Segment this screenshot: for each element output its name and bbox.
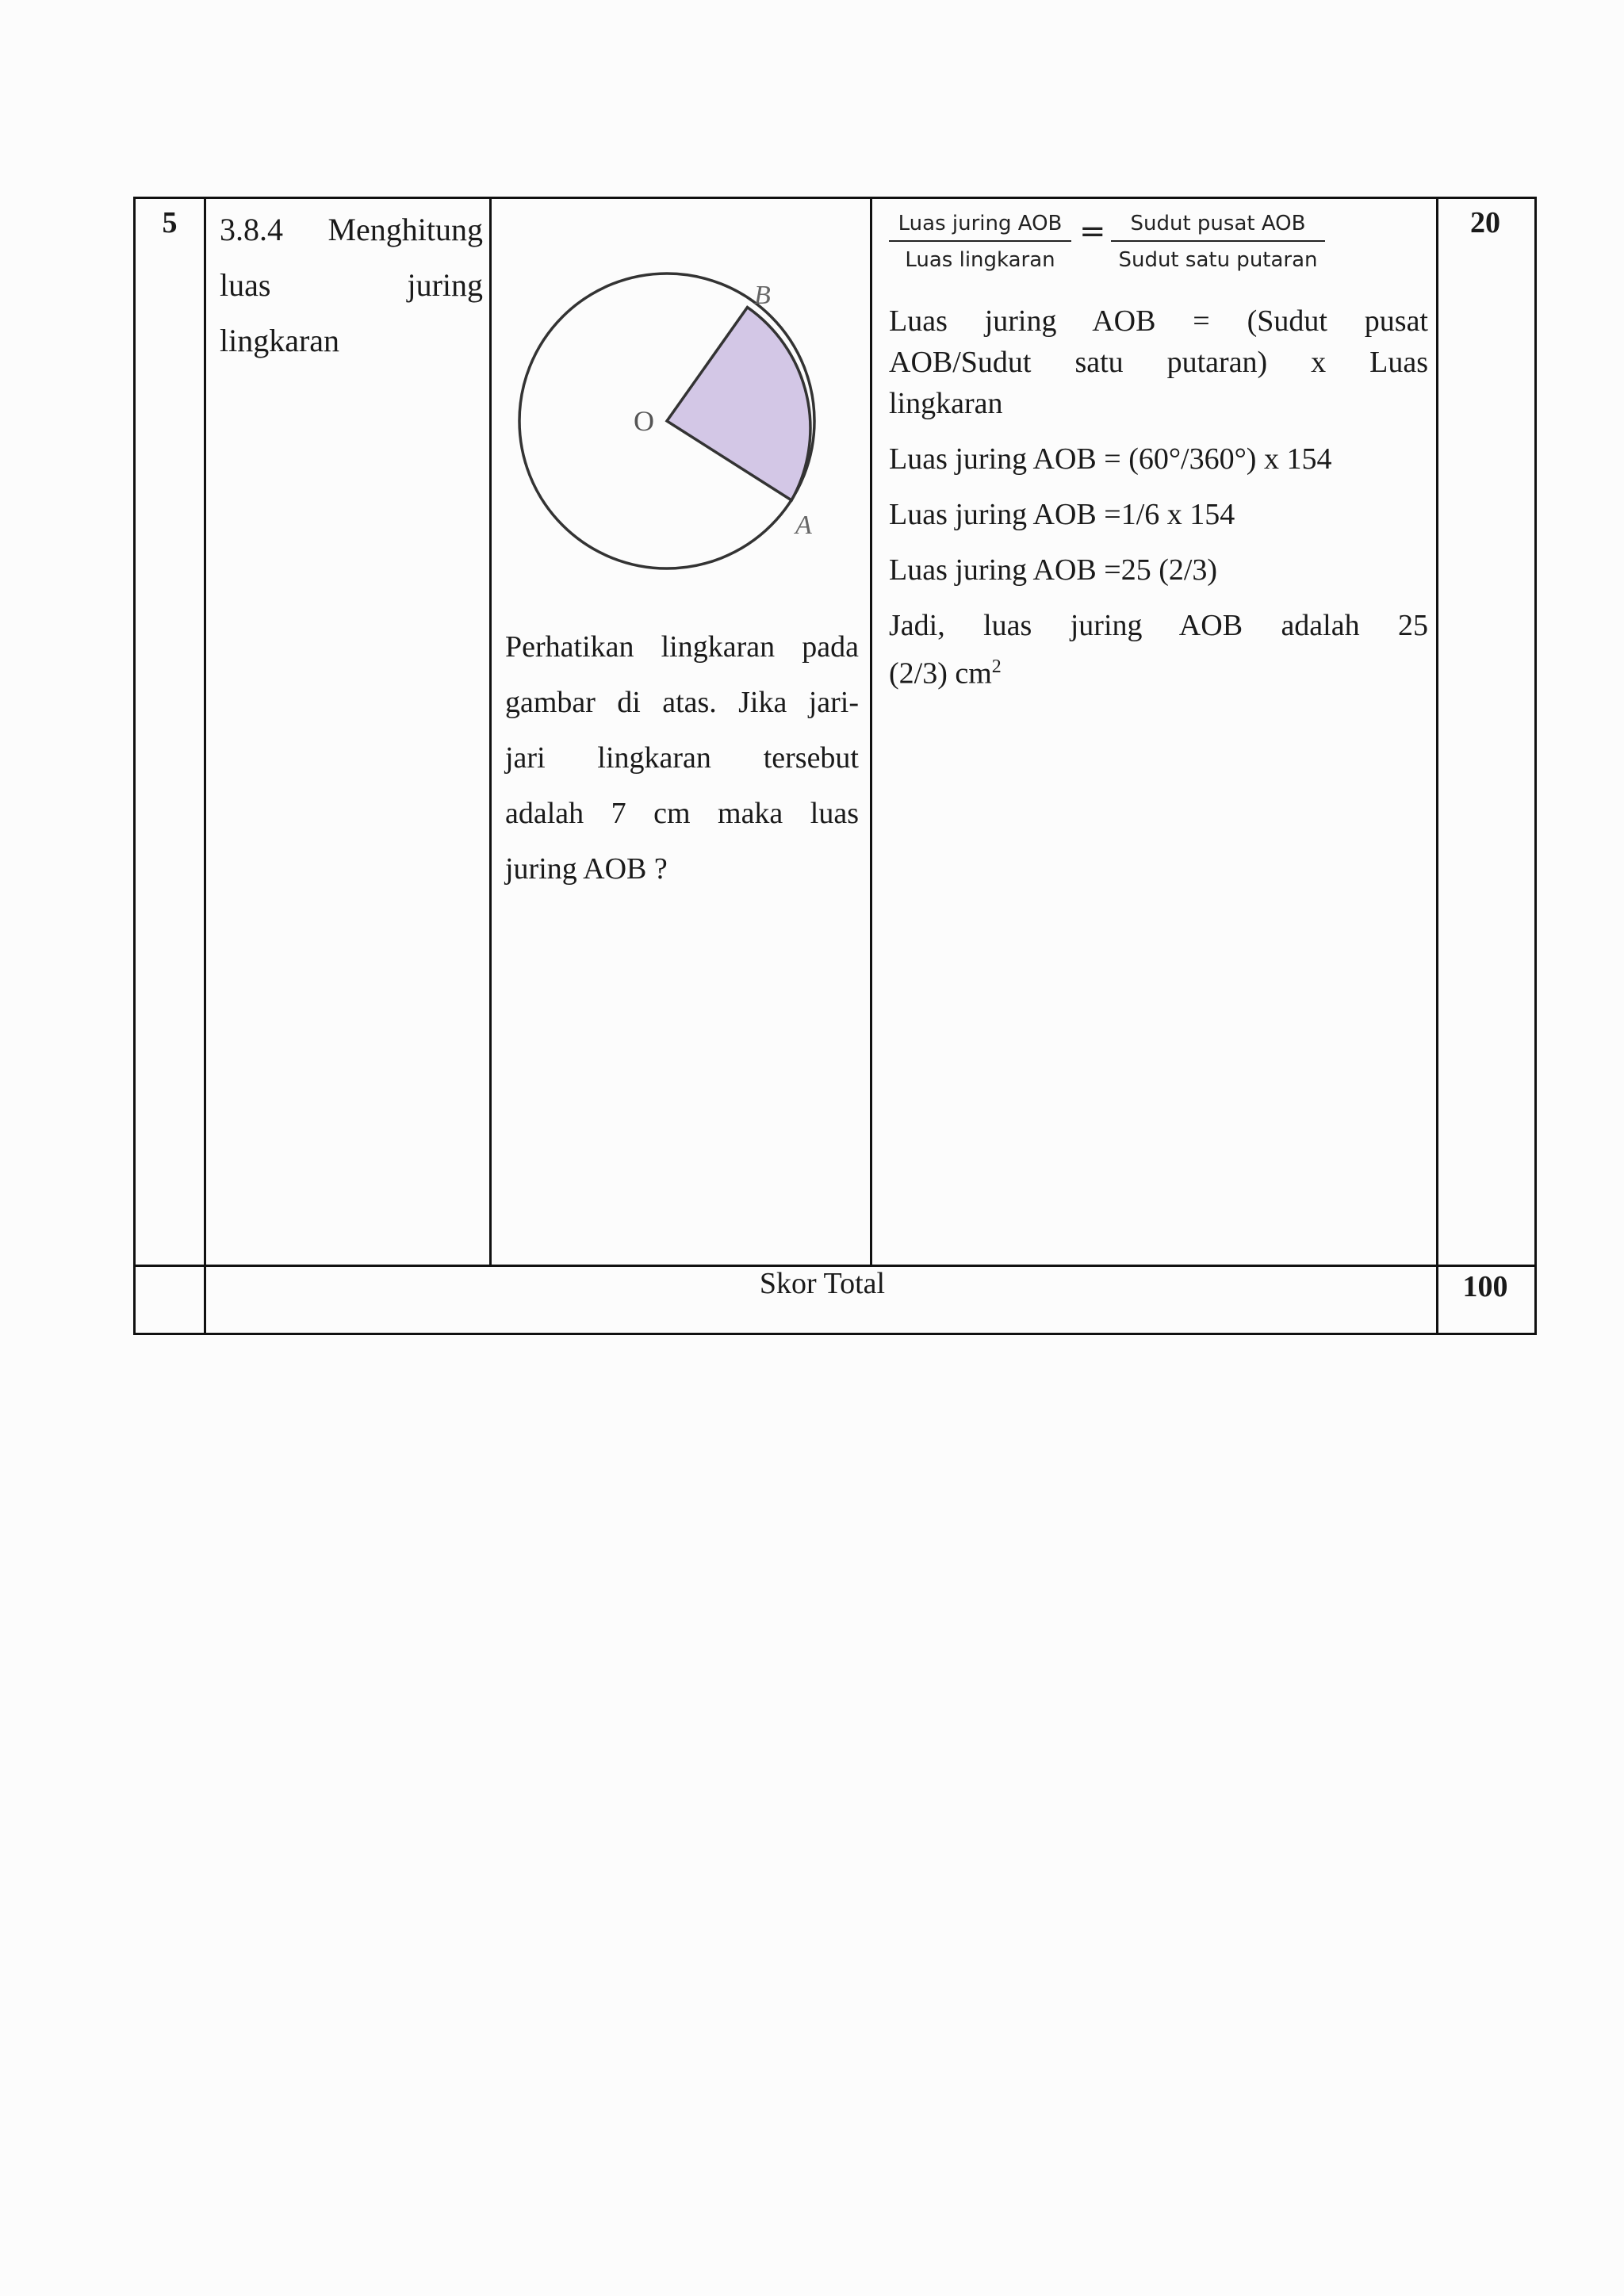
point-a-label: A (795, 511, 812, 540)
total-score-value: 100 (1462, 1270, 1508, 1303)
question-text: Perhatikan lingkaran pada gambar di atas. Jika jari- jari lingkaran tersebut adalah 7 cm maka luas juring AOB ? (505, 630, 859, 886)
answer-cell (889, 207, 1428, 695)
indicator-cell (220, 202, 483, 369)
point-b-label: B (754, 281, 771, 310)
formula-ratio (889, 207, 1428, 286)
total-score-label: Skor Total (759, 1267, 886, 1300)
indicator-line: luas juring (220, 267, 483, 303)
col-divider (489, 199, 492, 1266)
equals-sign: = (1079, 213, 1106, 250)
row-score: 20 (1470, 206, 1500, 239)
fraction-right: Sudut pusat AOB Sudut satu putaran (1111, 212, 1325, 272)
answer-step-1: Luas juring AOB = (Sudut pusat AOB/Sudut satu putaran) x Luas lingkaran (889, 304, 1428, 420)
col-divider (1436, 199, 1438, 1333)
circle-sector-figure (516, 231, 849, 572)
col-divider (204, 199, 206, 1333)
indicator-line: 3.8.4 Menghitung (220, 212, 483, 247)
answer-key-table (133, 197, 1537, 1335)
answer-step-3: Luas juring AOB =1/6 x 154 (889, 498, 1235, 531)
row-number: 5 (162, 206, 178, 239)
answer-step-2: Luas juring AOB = (60°/360°) x 154 (889, 442, 1332, 476)
answer-step-4: Luas juring AOB =25 (2/3) (889, 553, 1218, 587)
col-divider (870, 199, 872, 1266)
indicator-line: lingkaran (220, 323, 340, 358)
center-label: O (634, 405, 654, 437)
fraction-left: Luas juring AOB Luas lingkaran (889, 212, 1071, 272)
answer-conclusion: Jadi, luas juring AOB adalah 25 (2/3) $cm^2$ (889, 609, 1428, 691)
